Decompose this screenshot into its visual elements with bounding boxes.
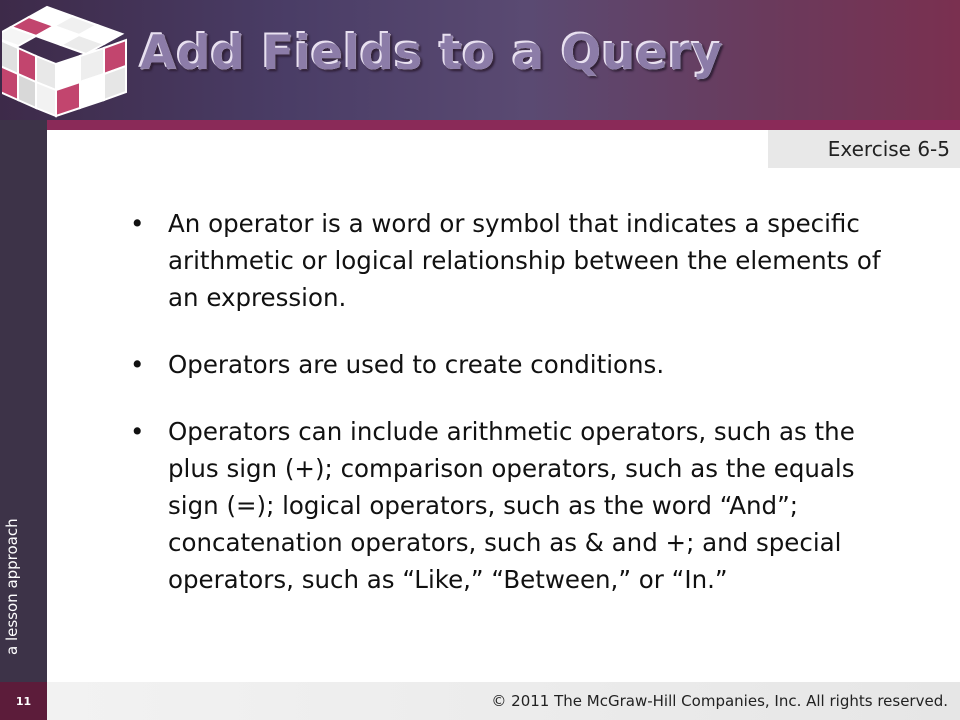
header-accent-band xyxy=(0,120,960,130)
bullet-icon: • xyxy=(130,209,145,238)
slide-title: Add Fields to a Query xyxy=(140,26,724,81)
exercise-label: Exercise 6-5 xyxy=(827,137,950,161)
page-number: 11 xyxy=(0,682,47,720)
bullet-item xyxy=(130,413,910,598)
bullet-icon: • xyxy=(130,417,145,446)
rubiks-cube-logo-icon xyxy=(2,2,132,118)
slide-content xyxy=(130,205,910,628)
bullet-text: Operators can include arithmetic operators, such as the plus sign (+); comparison operators, such as the equals sign (=); logical operators, such as the word “And”; concatenation operators, such as & and +; and special operators, such as “Like,” “Between,” or “In.” xyxy=(168,417,855,594)
bullet-item xyxy=(130,346,910,383)
bullet-text: An operator is a word or symbol that indicates a specific arithmetic or logical relationship between the elements of an expression. xyxy=(168,209,881,312)
side-tagline: a lesson approach xyxy=(3,518,21,655)
footer-bar xyxy=(47,682,960,720)
bullet-text: Operators are used to create conditions. xyxy=(168,350,665,379)
exercise-tab xyxy=(768,130,960,168)
bullet-item xyxy=(130,205,910,316)
copyright-text: © 2011 The McGraw-Hill Companies, Inc. All rights reserved. xyxy=(491,692,948,710)
bullet-icon: • xyxy=(130,350,145,379)
